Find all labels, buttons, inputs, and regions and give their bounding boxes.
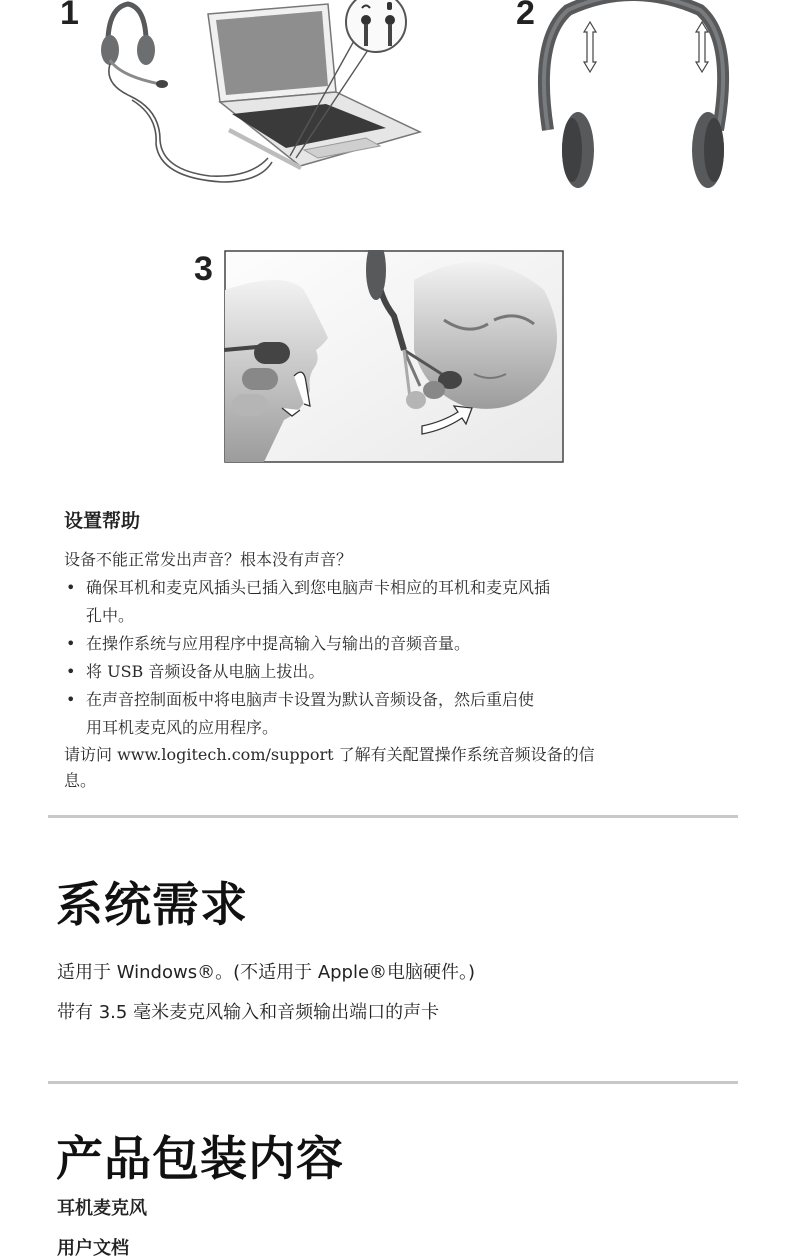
help-intro: 设备不能正常发出声音？根本没有声音？ bbox=[64, 550, 353, 569]
section-divider bbox=[48, 1081, 738, 1084]
package-contents-heading: 产品包装内容 bbox=[56, 1132, 344, 1187]
support-note-line1: 请访问 www.logitech.com/support 了解有关配置操作系统音频设备的信 bbox=[64, 745, 595, 764]
requirement-line: 适用于 Windows®。(不适用于 Apple®电脑硬件。) bbox=[57, 962, 476, 983]
support-note bbox=[64, 742, 674, 794]
package-item: 用户文档 bbox=[57, 1238, 129, 1259]
headset-laptop-illustration bbox=[90, 0, 430, 195]
system-requirements-heading: 系统需求 bbox=[56, 878, 248, 933]
bullet: • bbox=[66, 634, 76, 653]
list-item bbox=[64, 574, 674, 630]
bullet: • bbox=[66, 578, 76, 597]
list-item bbox=[64, 686, 674, 742]
microphone-position-illustration bbox=[224, 250, 564, 464]
package-item: 耳机麦克风 bbox=[57, 1198, 147, 1219]
support-note-line2: 息。 bbox=[64, 771, 97, 790]
bullet: • bbox=[66, 662, 76, 681]
step-number-1: 1 bbox=[60, 0, 79, 32]
help-item-text: 将 USB 音频设备从电脑上拔出。 bbox=[86, 662, 325, 681]
list-item bbox=[64, 630, 674, 658]
help-item-text-continued: 用耳机麦克风的应用程序。 bbox=[86, 718, 279, 737]
help-list bbox=[64, 574, 674, 742]
help-item-text-continued: 孔中。 bbox=[86, 606, 135, 625]
setup-help-heading: 设置帮助 bbox=[64, 510, 141, 532]
list-item bbox=[64, 658, 674, 686]
help-item-text: 确保耳机和麦克风插头已插入到您电脑声卡相应的耳机和麦克风插 bbox=[86, 578, 551, 597]
help-item-text: 在操作系统与应用程序中提高输入与输出的音频音量。 bbox=[86, 634, 471, 653]
headband-adjustment-illustration bbox=[528, 0, 738, 195]
help-item-text: 在声音控制面板中将电脑声卡设置为默认音频设备，然后重启使 bbox=[86, 690, 535, 709]
step-number-2: 2 bbox=[516, 0, 535, 32]
setup-help-body bbox=[64, 546, 674, 794]
step-number-3: 3 bbox=[194, 250, 213, 288]
requirement-line: 带有 3.5 毫米麦克风输入和音频输出端口的声卡 bbox=[57, 1002, 440, 1023]
bullet: • bbox=[66, 690, 76, 709]
section-divider bbox=[48, 815, 738, 818]
